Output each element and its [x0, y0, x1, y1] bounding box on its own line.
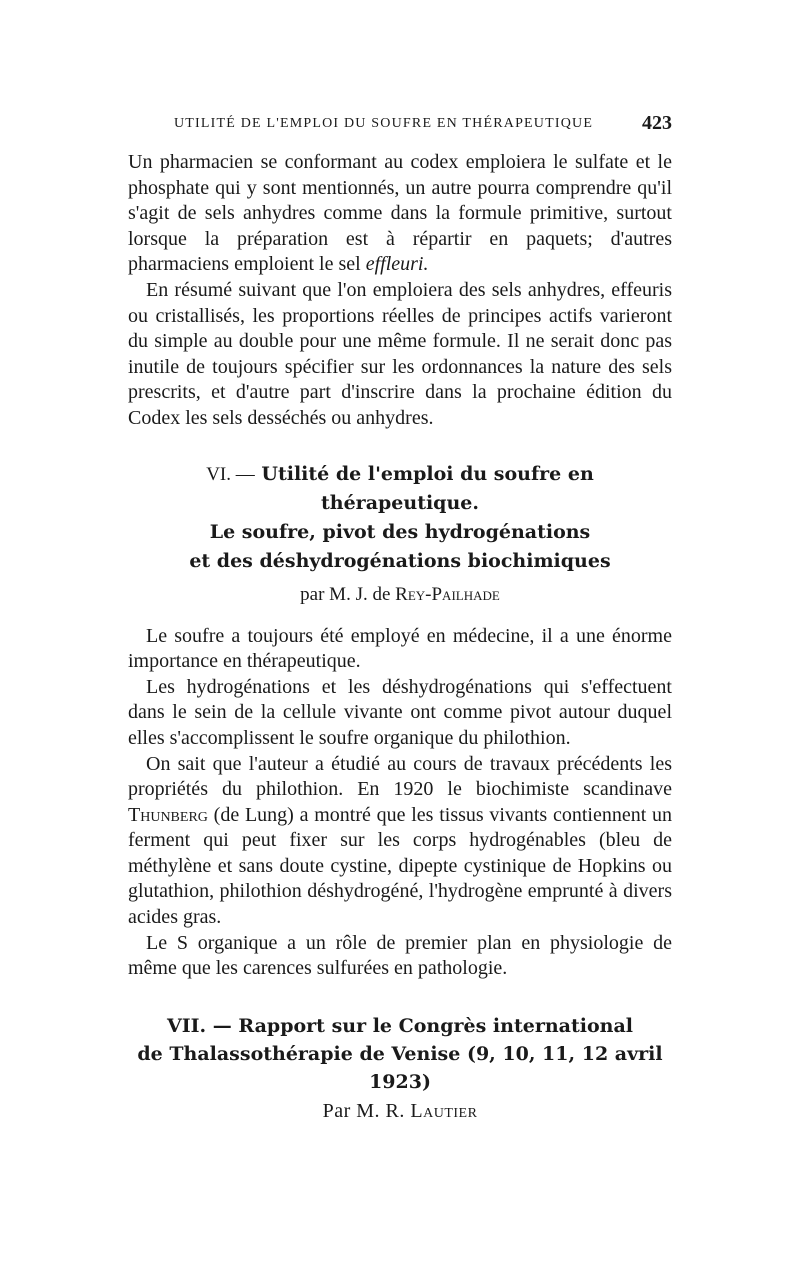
italic-word-effleuri: effleuri. [365, 253, 429, 276]
book-page [128, 104, 672, 1141]
running-header [128, 104, 672, 150]
byline-prefix: par M. J. de [300, 583, 391, 605]
section-vii-byline [128, 1100, 672, 1123]
paragraph-pharmacien [128, 150, 672, 278]
byline-prefix: Par M. R. [322, 1099, 405, 1122]
page-number: 423 [642, 112, 672, 134]
section-vi-title-line1: VI. — Utilité de l'emploi du soufre en thérapeutique. [206, 462, 594, 514]
paragraph-s-organique: Le S organique a un rôle de premier plan en physiologie de même que les carences sulfurées en pathologie. [128, 931, 672, 980]
section-vii-title-line1: VII. — Rapport sur le Congrès international [167, 1014, 633, 1037]
paragraph-hydrogenations: Les hydrogénations et les déshydrogénations qui s'effectuent dans le sein de la cellule vivante ont comme pivot autour duquel elles s'accomplissent le soufre organique du philothion. [128, 675, 672, 749]
paragraph-thunberg: On sait que l'auteur a étudié au cours de travaux précédents les propriétés du philothion. En 1920 le biochimiste scandinave Thunberg (de Lung) a montré que les tissus vivants contiennent un ferment qui peut fixer sur les corps hydrogénables (bleu de méthylène et sans doute cystine, dipepte cystinique de Hopkins ou glutathion, philothion déshydrogéné, l'hydrogène emprunté à divers acides gras. [128, 752, 673, 929]
running-title: UTILITÉ DE L'EMPLOI DU SOUFRE EN THÉRAPEUTIQUE [174, 116, 594, 131]
section-vii-title-line2: de Thalassothérapie de Venise (9, 10, 11, 12 avril 1923) [137, 1042, 663, 1093]
paragraph-text: Un pharmacien se conformant au codex emploiera le sulfate et le phosphate qui y sont mentionnés, un autre pourra comprendre qu'il s'agit de sels anhydres comme dans la formule primitive, surtout lorsque la préparation est à répartir en paquets; d'autres pharmaciens emploient le sel [128, 151, 672, 276]
section-vi-title-line2: Le soufre, pivot des hydrogénations [209, 520, 591, 543]
section-vii-heading [128, 1012, 672, 1096]
author-name: Lautier [410, 1099, 478, 1122]
person-name-thunberg: Thunberg [128, 803, 208, 826]
section-vi-number: VI. — [206, 463, 255, 485]
section-vi-heading [128, 460, 672, 576]
author-name: Rey-Pailhade [395, 583, 500, 605]
section-vi-byline [128, 584, 672, 606]
section-vii-number: VII. — [167, 1014, 232, 1037]
paragraph-resume: En résumé suivant que l'on emploiera des sels anhydres, effeuris ou cristallisés, les proportions réelles de principes actifs varieront du simple au double pour une même formule. Il ne serait donc pas inutile de toujours spécifier sur les ordonnances la nature des sels prescrits, et d'autre part d'inscrire dans la prochaine édition du Codex les sels desséchés ou anhydres. [128, 278, 672, 429]
section-vi-title-line3: et des déshydrogénations biochimiques [189, 549, 611, 572]
paragraph-soufre: Le soufre a toujours été employé en médecine, il a une énorme importance en thérapeutique. [128, 624, 672, 673]
